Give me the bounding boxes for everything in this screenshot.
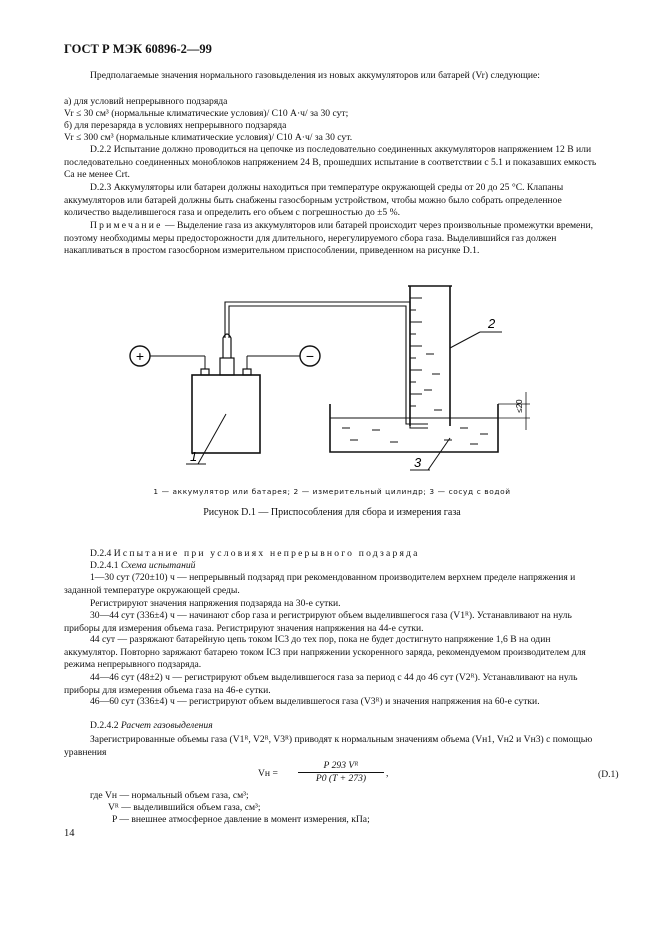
label-2: 2: [488, 316, 496, 331]
formula-tail: ,: [386, 768, 389, 779]
figure-legend: 1 — аккумулятор или батарея; 2 — измерительный цилиндр; 3 — сосуд с водой: [153, 487, 511, 496]
paragraph-d23: D.2.3 Аккумуляторы или батареи должны находиться при температуре окружающей среды от 20 до 25 °С. Клапаны аккумуляторов или батарей должны быть снабжены газосборным устройством, чтобы можно было собрать определенное количество выделившегося газа и определить его объем с погрешностью до ±5 %.: [64, 182, 564, 219]
note-label: Примечание: [90, 220, 163, 231]
definition-vn: где Vн — нормальный объем газа, см³;: [90, 790, 249, 801]
intro-paragraph: Предполагаемые значения нормального газовыделения из новых аккумуляторов или батарей (Vr) следующие:: [90, 70, 540, 81]
gas-tube-outer: [225, 302, 428, 428]
list-item-b: б) для перезаряда в условиях непрерывного подзаряда: [64, 120, 287, 131]
formula-lhs: Vн =: [258, 768, 278, 779]
paragraph-46-60-days: 46—60 сут (336±4) ч — регистрируют объем выделившегося газа (V3ᴿ) и значения напряжения на 60-е сутки.: [90, 696, 540, 707]
valve-tube: [223, 334, 231, 358]
figure-caption: Рисунок D.1 — Приспособления для сбора и измерения газа: [203, 507, 461, 518]
valve-body: [220, 358, 234, 375]
formula-fraction: [298, 760, 384, 784]
section-d241-number: D.2.4.1: [90, 560, 119, 571]
label-3: 3: [414, 455, 422, 470]
battery-terminal-positive: [201, 369, 209, 375]
definition-vr: Vᴿ — выделившийся объем газа, см³;: [108, 802, 261, 813]
paragraph-d22: D.2.2 Испытание должно проводиться на цепочке из последовательно соединенных аккумуляторов напряжением 12 В или последовательно соединенных моноблоков напряжением 24 В, прошедших испытание в соответствии с 5.1 и показавших емкость Ca не менее Crt.: [64, 144, 597, 181]
section-d24-title: Испытание при условиях непрерывного подзаряда: [113, 548, 420, 559]
gas-collection-diagram: [110, 278, 560, 483]
list-item-a: а) для условий непрерывного подзаряда: [64, 96, 228, 107]
minus-sign: −: [305, 348, 315, 364]
paragraph-1-30-days: 1—30 сут (720±10) ч — непрерывный подзаряд при рекомендованном производителем верхнем пределе напряжения и заданной температуре окружающей среды.: [64, 572, 576, 596]
formula-denominator: P0 (T + 273): [315, 773, 367, 784]
list-item-a-value: Vr ≤ 30 см³ (нормальные климатические условия)/ C10 А·ч/ за 30 сут;: [64, 108, 349, 119]
section-d242-heading: [64, 720, 600, 733]
formula-number: (D.1): [598, 769, 619, 780]
paragraph-30-44-days: 30—44 сут (336±4) ч — начинают сбор газа и регистрируют объем выделившегося газа (V1ᴿ). Устанавливают на нуль приборы для измерения объема газа. Регистрируют значения напряжения на 44-е сутки.: [64, 610, 572, 634]
cylinder-water-hatching: [424, 354, 442, 410]
gas-tube-inner: [229, 306, 428, 424]
definition-p: P — внешнее атмосферное давление в момент измерения, кПа;: [112, 814, 370, 825]
label-1: 1: [190, 449, 198, 464]
note-paragraph: [64, 220, 600, 258]
section-d242-number: D.2.4.2: [90, 720, 119, 731]
cylinder-scale: [410, 298, 422, 406]
water-hatching: [342, 428, 488, 444]
note-text: — Выделение газа из аккумуляторов или батарей происходит через произвольные промежутки времени, поэтому необходимы меры предосторожности для длительного, нерегулируемого сбора газа. Выделившийся газ должен накапливаться в простом газосборном измерительном приспособлении, приведенном на рисунке D.1.: [64, 220, 593, 257]
paragraph-44-46-days: 44—46 сут (48±2) ч — регистрируют объем выделившегося газа за период с 44 до 46 сут (V2ᴿ). Устанавливают на нуль приборы для измерения объема газа на 46-е сутки.: [64, 672, 578, 696]
list-item-b-value: Vr ≤ 300 см³ (нормальные климатические условия)/ C10 А·ч/ за 30 сут.: [64, 132, 353, 143]
section-d241-heading: [64, 560, 600, 573]
formula-numerator: P 293 Vᴿ: [298, 760, 384, 773]
section-d241-title: Схема испытаний: [120, 560, 196, 571]
paragraph-44-day: 44 сут — разряжают батарейную цепь током IC3 до тех пор, пока не будет достигнуто напряжение 1,6 В на один аккумулятор. Повторно заряжают батарею током IC3 при напряжении ускоренного заряда, рекомендуемом производителем для режима непрерывного подзаряда.: [64, 634, 586, 671]
section-d24-heading: [64, 548, 600, 561]
measuring-cylinder: [410, 286, 450, 426]
formula-d1: [258, 760, 408, 790]
plus-sign: +: [135, 348, 145, 364]
leader-2: [450, 332, 480, 348]
leader-1: [198, 414, 226, 464]
section-d24-number: D.2.4: [90, 548, 112, 559]
section-d242-title: Расчет газовыделения: [120, 720, 213, 731]
leader-3: [428, 438, 450, 470]
paragraph-normalization: Зарегистрированные объемы газа (V1ᴿ, V2ᴿ, V3ᴿ) приводят к нормальным значениям объема (Vн1, Vн2 и Vн3) с помощью уравнения: [64, 734, 593, 758]
dimension-label: ≤20: [515, 399, 524, 413]
paragraph-register-voltage: Регистрируют значения напряжения подзаряда на 30-е сутки.: [90, 598, 341, 609]
page-number: 14: [64, 828, 75, 839]
document-header: ГОСТ Р МЭК 60896-2—99: [64, 42, 212, 56]
battery-terminal-negative: [243, 369, 251, 375]
